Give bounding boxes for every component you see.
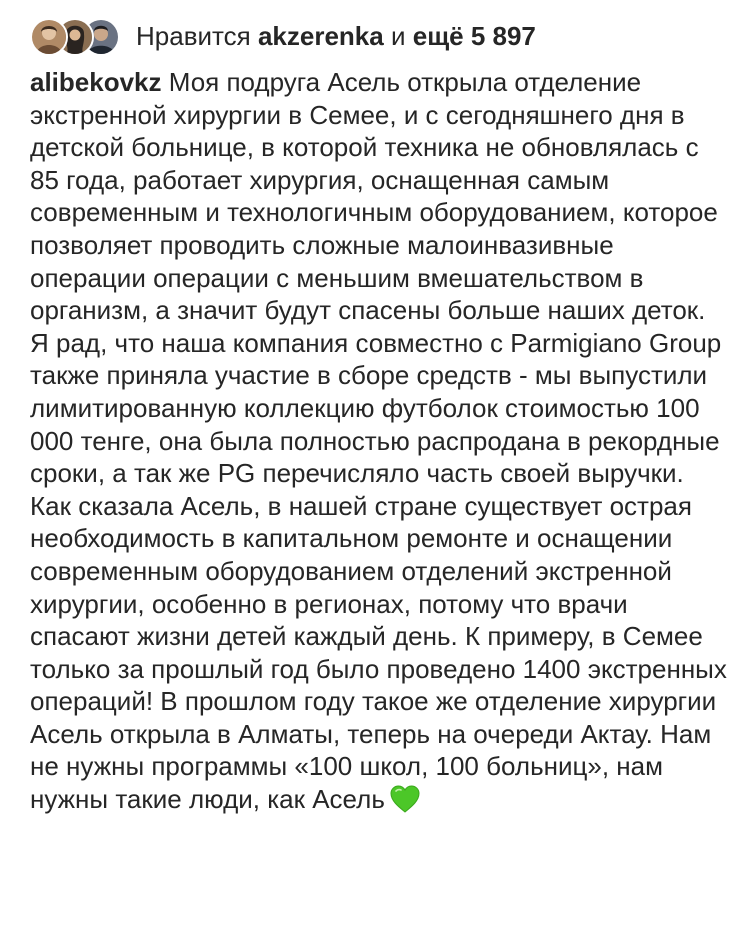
avatar[interactable] bbox=[30, 18, 68, 56]
likes-count-link[interactable]: ещё 5 897 bbox=[412, 21, 536, 51]
author-username-link[interactable]: alibekovkz bbox=[30, 67, 162, 97]
liker-username-link[interactable]: akzerenka bbox=[257, 21, 384, 51]
liker-avatars[interactable] bbox=[30, 16, 126, 56]
caption-text: Моя подруга Асель открыла отделение экстренной хирургии в Семее, и с сегодняшнего дня в детской больнице, в которой техника не обновлялась с 85 года, работает хирургия, оснащенная самым современным и технологичным оборудованием, которое позволяет проводить сложные малоинвазивные операции операции с меньшим вмешательством в организм, а значит будут спасены больше наших деток. Я рад, что наша компания совместно с Parmigiano Group также приняла участие в сборе средств - мы выпустили лимитированную коллекцию футболок стоимостью 100 000 тенге, она была полностью распродана в рекордные сроки, а так же PG перечисляло часть своей выручки. Как сказала Асель, в нашей стране существует острая необходимость в капитальном ремонте и оснащении современным оборудованием отделений экстренной хирургии, особенно в регионах, потому что врачи спасают жизни детей каждый день. К примеру, в Семее только за прошлый год было проведено 1400 экстренных операций! В прошлом году такое же отделение хирургии Асель открыла в Алматы, теперь на очереди Актау. Нам не нужны программы «100 школ, 100 больниц», нам нужны такие люди, как Асель bbox=[30, 67, 727, 815]
post-caption bbox=[30, 66, 730, 816]
likes-summary bbox=[136, 16, 536, 56]
green-heart-icon bbox=[389, 784, 421, 814]
likes-row bbox=[30, 14, 536, 58]
likes-connector: и bbox=[390, 21, 406, 51]
likes-prefix: Нравится bbox=[136, 21, 251, 51]
